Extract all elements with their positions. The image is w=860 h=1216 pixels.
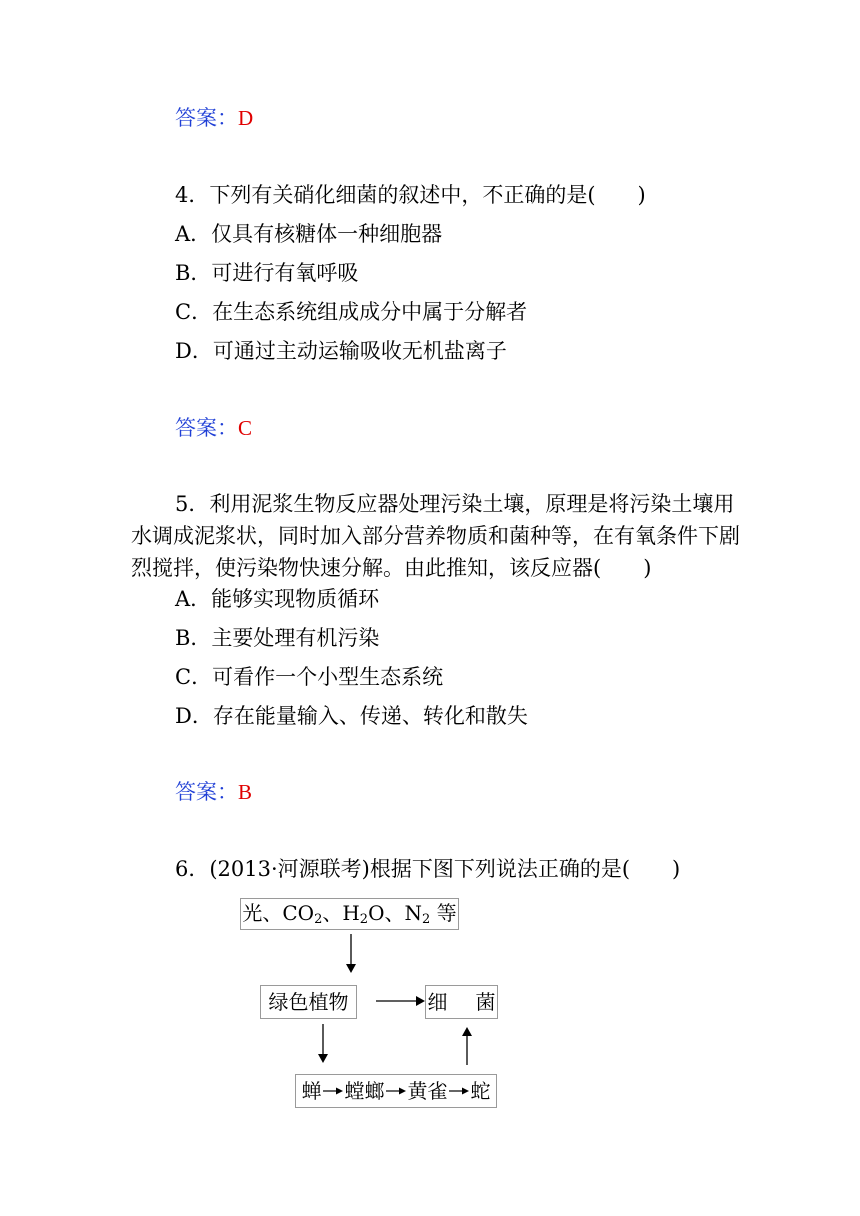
arrow-right-icon	[376, 994, 426, 1008]
question-5-stem: 5．利用泥浆生物反应器处理污染土壤，原理是将污染土壤用水调成泥浆状，同时加入部分营养物质和菌种等，在有氧条件下剧烈搅拌，使污染物快速分解。由此推知，该反应器( )	[131, 492, 740, 580]
question-4-option-d: D．可通过主动运输吸收无机盐离子	[175, 339, 507, 363]
answer-value: D	[238, 106, 254, 130]
question-4-stem: 4．下列有关硝化细菌的叙述中，不正确的是( )	[175, 183, 646, 207]
arrow-right-icon	[323, 1086, 344, 1096]
answer-label: 答案：	[175, 106, 238, 130]
question-6-stem: 6．(2013·河源联考)根据下图下列说法正确的是( )	[175, 857, 681, 881]
chain-node: 黄雀	[407, 1079, 448, 1103]
bacteria-label: 细 菌	[427, 990, 496, 1014]
diagram-plants-box	[260, 985, 357, 1019]
question-5-option-b: B．主要处理有机污染	[175, 626, 380, 650]
diagram-inputs-box	[240, 898, 459, 930]
answer-3	[175, 108, 253, 129]
answer-label: 答案：	[175, 780, 238, 804]
chain-node: 蛇	[470, 1079, 491, 1103]
arrow-up-icon	[460, 1027, 474, 1065]
diagram-bacteria-box	[425, 985, 498, 1019]
diagram-food-chain-box	[295, 1074, 497, 1108]
question-5-option-d: D．存在能量输入、传递、转化和散失	[175, 704, 528, 728]
question-5-option-a: A．能够实现物质循环	[175, 587, 380, 611]
chain-node: 蝉	[301, 1079, 322, 1103]
arrow-down-icon	[344, 934, 358, 974]
question-5-option-c: C．可看作一个小型生态系统	[175, 665, 444, 689]
arrow-right-icon	[449, 1086, 470, 1096]
arrow-right-icon	[386, 1086, 407, 1096]
answer-4	[175, 418, 252, 439]
answer-label: 答案：	[175, 416, 238, 440]
plants-label: 绿色植物	[268, 990, 349, 1014]
inputs-text: 光、$CO_2$、$H_2O$、$N_2$ 等	[242, 900, 457, 927]
answer-value: C	[238, 416, 253, 440]
answer-5	[175, 782, 252, 803]
question-4-option-c: C．在生态系统组成成分中属于分解者	[175, 300, 528, 324]
question-4-option-a: A．仅具有核糖体一种细胞器	[175, 222, 443, 246]
answer-value: B	[238, 780, 253, 804]
question-4-option-b: B．可进行有氧呼吸	[175, 261, 359, 285]
chain-node: 螳螂	[344, 1079, 385, 1103]
arrow-down-icon	[316, 1024, 330, 1064]
